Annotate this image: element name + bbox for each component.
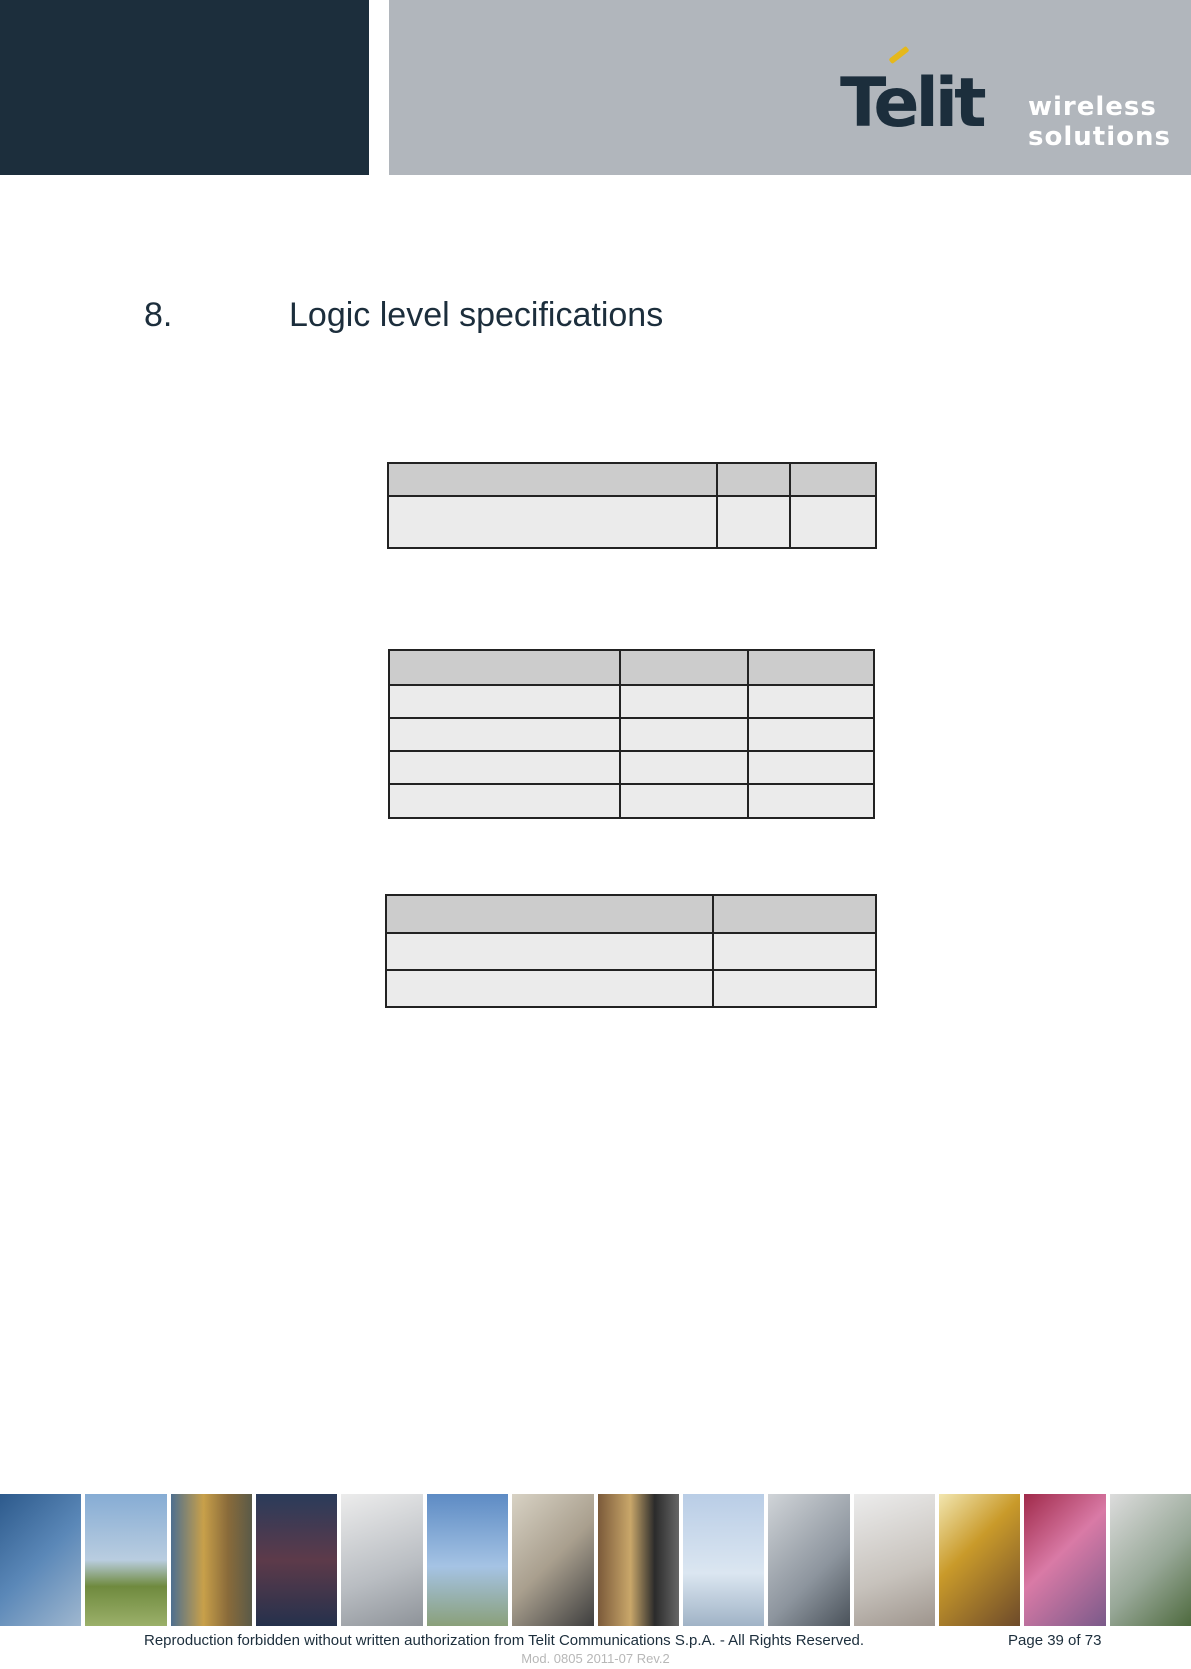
table-cell: [713, 895, 876, 933]
table-cell: [717, 463, 791, 496]
logo-tagline-line-1: wireless: [1028, 92, 1157, 122]
table-cell: [388, 463, 717, 496]
table-row: [386, 970, 876, 1007]
section-number: 8.: [144, 296, 173, 334]
table-cell: [748, 685, 875, 718]
strip-photo: [512, 1494, 593, 1626]
strip-photo: [1024, 1494, 1105, 1626]
table-row: [389, 685, 874, 718]
table-header-row: [389, 650, 874, 685]
table-cell: [386, 895, 713, 933]
table-row: [389, 784, 874, 818]
logo-tagline-line-2: solutions: [1028, 122, 1171, 152]
table-cell: [713, 933, 876, 970]
table-cell: [386, 933, 713, 970]
table-cell: [389, 784, 620, 818]
logo-main-text: Telit: [840, 64, 983, 143]
table-cell: [620, 685, 747, 718]
strip-photo: [341, 1494, 422, 1626]
table-cell: [389, 650, 620, 685]
strip-photo: [171, 1494, 252, 1626]
table-cell: [389, 751, 620, 784]
spec-table-2: [388, 649, 875, 819]
page-number: Page 39 of 73: [1008, 1632, 1102, 1649]
strip-photo: [256, 1494, 337, 1626]
section-title: Logic level specifications: [289, 296, 664, 334]
strip-photo: [683, 1494, 764, 1626]
table-cell: [748, 650, 875, 685]
table-cell: [620, 784, 747, 818]
footer-image-strip: [0, 1494, 1191, 1626]
telit-logo: [840, 50, 1171, 152]
table-row: [389, 718, 874, 751]
table-cell: [620, 751, 747, 784]
strip-photo: [85, 1494, 166, 1626]
table-cell: [748, 718, 875, 751]
table-header-row: [388, 463, 876, 496]
strip-photo: [598, 1494, 679, 1626]
strip-photo: [1110, 1494, 1191, 1626]
spec-table-3: [385, 894, 877, 1008]
table-cell: [790, 496, 876, 548]
strip-photo: [939, 1494, 1020, 1626]
copyright-notice: Reproduction forbidden without written authorization from Telit Communications S.p.A. - All Rights Reserved.: [144, 1632, 865, 1649]
spec-table-1: [387, 462, 877, 549]
table-cell: [717, 496, 791, 548]
table-cell: [748, 784, 875, 818]
strip-photo: [768, 1494, 849, 1626]
table-cell: [713, 970, 876, 1007]
table-header-row: [386, 895, 876, 933]
table-row: [386, 933, 876, 970]
logo-tagline: [1028, 92, 1171, 152]
table-cell: [388, 496, 717, 548]
table-cell: [620, 650, 747, 685]
header-dark-panel: [0, 0, 369, 175]
strip-photo: [0, 1494, 81, 1626]
table-cell: [620, 718, 747, 751]
strip-photo: [427, 1494, 508, 1626]
document-mod-code: Mod. 0805 2011-07 Rev.2: [521, 1651, 670, 1666]
table-cell: [389, 685, 620, 718]
table-cell: [790, 463, 876, 496]
table-cell: [389, 718, 620, 751]
table-row: [388, 496, 876, 548]
table-cell: [748, 751, 875, 784]
strip-photo: [854, 1494, 935, 1626]
table-cell: [386, 970, 713, 1007]
table-row: [389, 751, 874, 784]
